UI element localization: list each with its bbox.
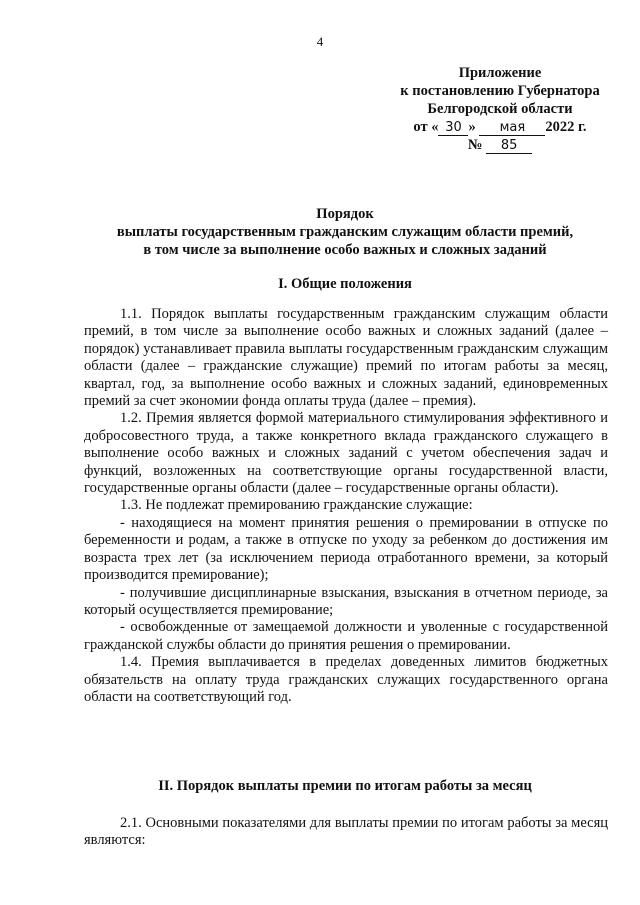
list-item-1: - находящиеся на момент принятия решения о премировании в отпуске по беременности и родам, а также в отпуске по уходу за ребенком до достижения им возраста трех лет (за исключением периода отработанного времени, за который производится премирование);: [84, 514, 608, 584]
list-item-3: - освобожденные от замещаемой должности и уволенные с государственной гражданской службы области до принятия решения о премировании.: [84, 619, 608, 653]
paragraph-2-1: 2.1. Основными показателями для выплаты премии по итогам работы за месяц являются:: [84, 815, 608, 849]
section-1-heading: I. Общие положения: [278, 276, 412, 292]
title-line-3: в том числе за выполнение особо важных и сложных заданий: [143, 242, 547, 258]
paragraph-1-4: 1.4. Премия выплачивается в пределах доведенных лимитов бюджетных обязательств на оплату труда гражданских служащих государственного органа области на соответствующий год.: [84, 654, 608, 705]
section-2-body: [84, 815, 608, 850]
annex-date: [380, 118, 620, 136]
handwritten-day: 30: [438, 120, 468, 136]
annex-number: [380, 136, 620, 154]
paragraph-1-2: 1.2. Премия является формой материального стимулирования эффективного и добросовестного труда, а также конкретного вклада гражданского служащего в выполнение особо важных и сложных заданий с учетом обеспечения задач и функций, возложенных на соответствующие органы государственной власти, государственные органы области (далее – государственные органы области).: [84, 410, 608, 497]
handwritten-month: мая: [479, 120, 545, 136]
date-mid: »: [468, 119, 476, 135]
annex-line-1: Приложение: [458, 65, 542, 81]
list-item-2: - получившие дисциплинарные взыскания, взыскания в отчетном периоде, за который осуществляется премирование;: [84, 584, 608, 618]
title-line-1: Порядок: [316, 206, 374, 222]
section-2-heading: II. Порядок выплаты премии по итогам работы за месяц: [158, 778, 532, 794]
handwritten-number: 85: [486, 138, 532, 154]
date-prefix: от «: [413, 119, 439, 135]
section-1-body: [84, 306, 608, 706]
paragraph-1-3: 1.3. Не подлежат премированию гражданские служащие:: [120, 497, 473, 514]
page-number: 4: [316, 34, 324, 49]
annex-block: [380, 64, 620, 154]
annex-line-3: Белгородской области: [427, 101, 573, 117]
document-title: [80, 205, 610, 259]
title-line-2: выплаты государственным гражданским служащим области премий,: [116, 224, 574, 240]
annex-line-2: к постановлению Губернатора: [400, 83, 600, 99]
paragraph-1-1: 1.1. Порядок выплаты государственным гражданским служащим области премий, в том числе за выполнение особо важных и сложных заданий (далее – порядок) устанавливает правила выплаты государственным гражданским служащим области (далее – гражданские служащие) премий по итогам работы за месяц, квартал, год, за выполнение особо важных и сложных заданий, единовременных премий за счет экономии фонда оплаты труда (далее – премия).: [84, 306, 608, 410]
number-prefix: №: [467, 137, 483, 153]
date-year: 2022 г.: [545, 119, 587, 135]
